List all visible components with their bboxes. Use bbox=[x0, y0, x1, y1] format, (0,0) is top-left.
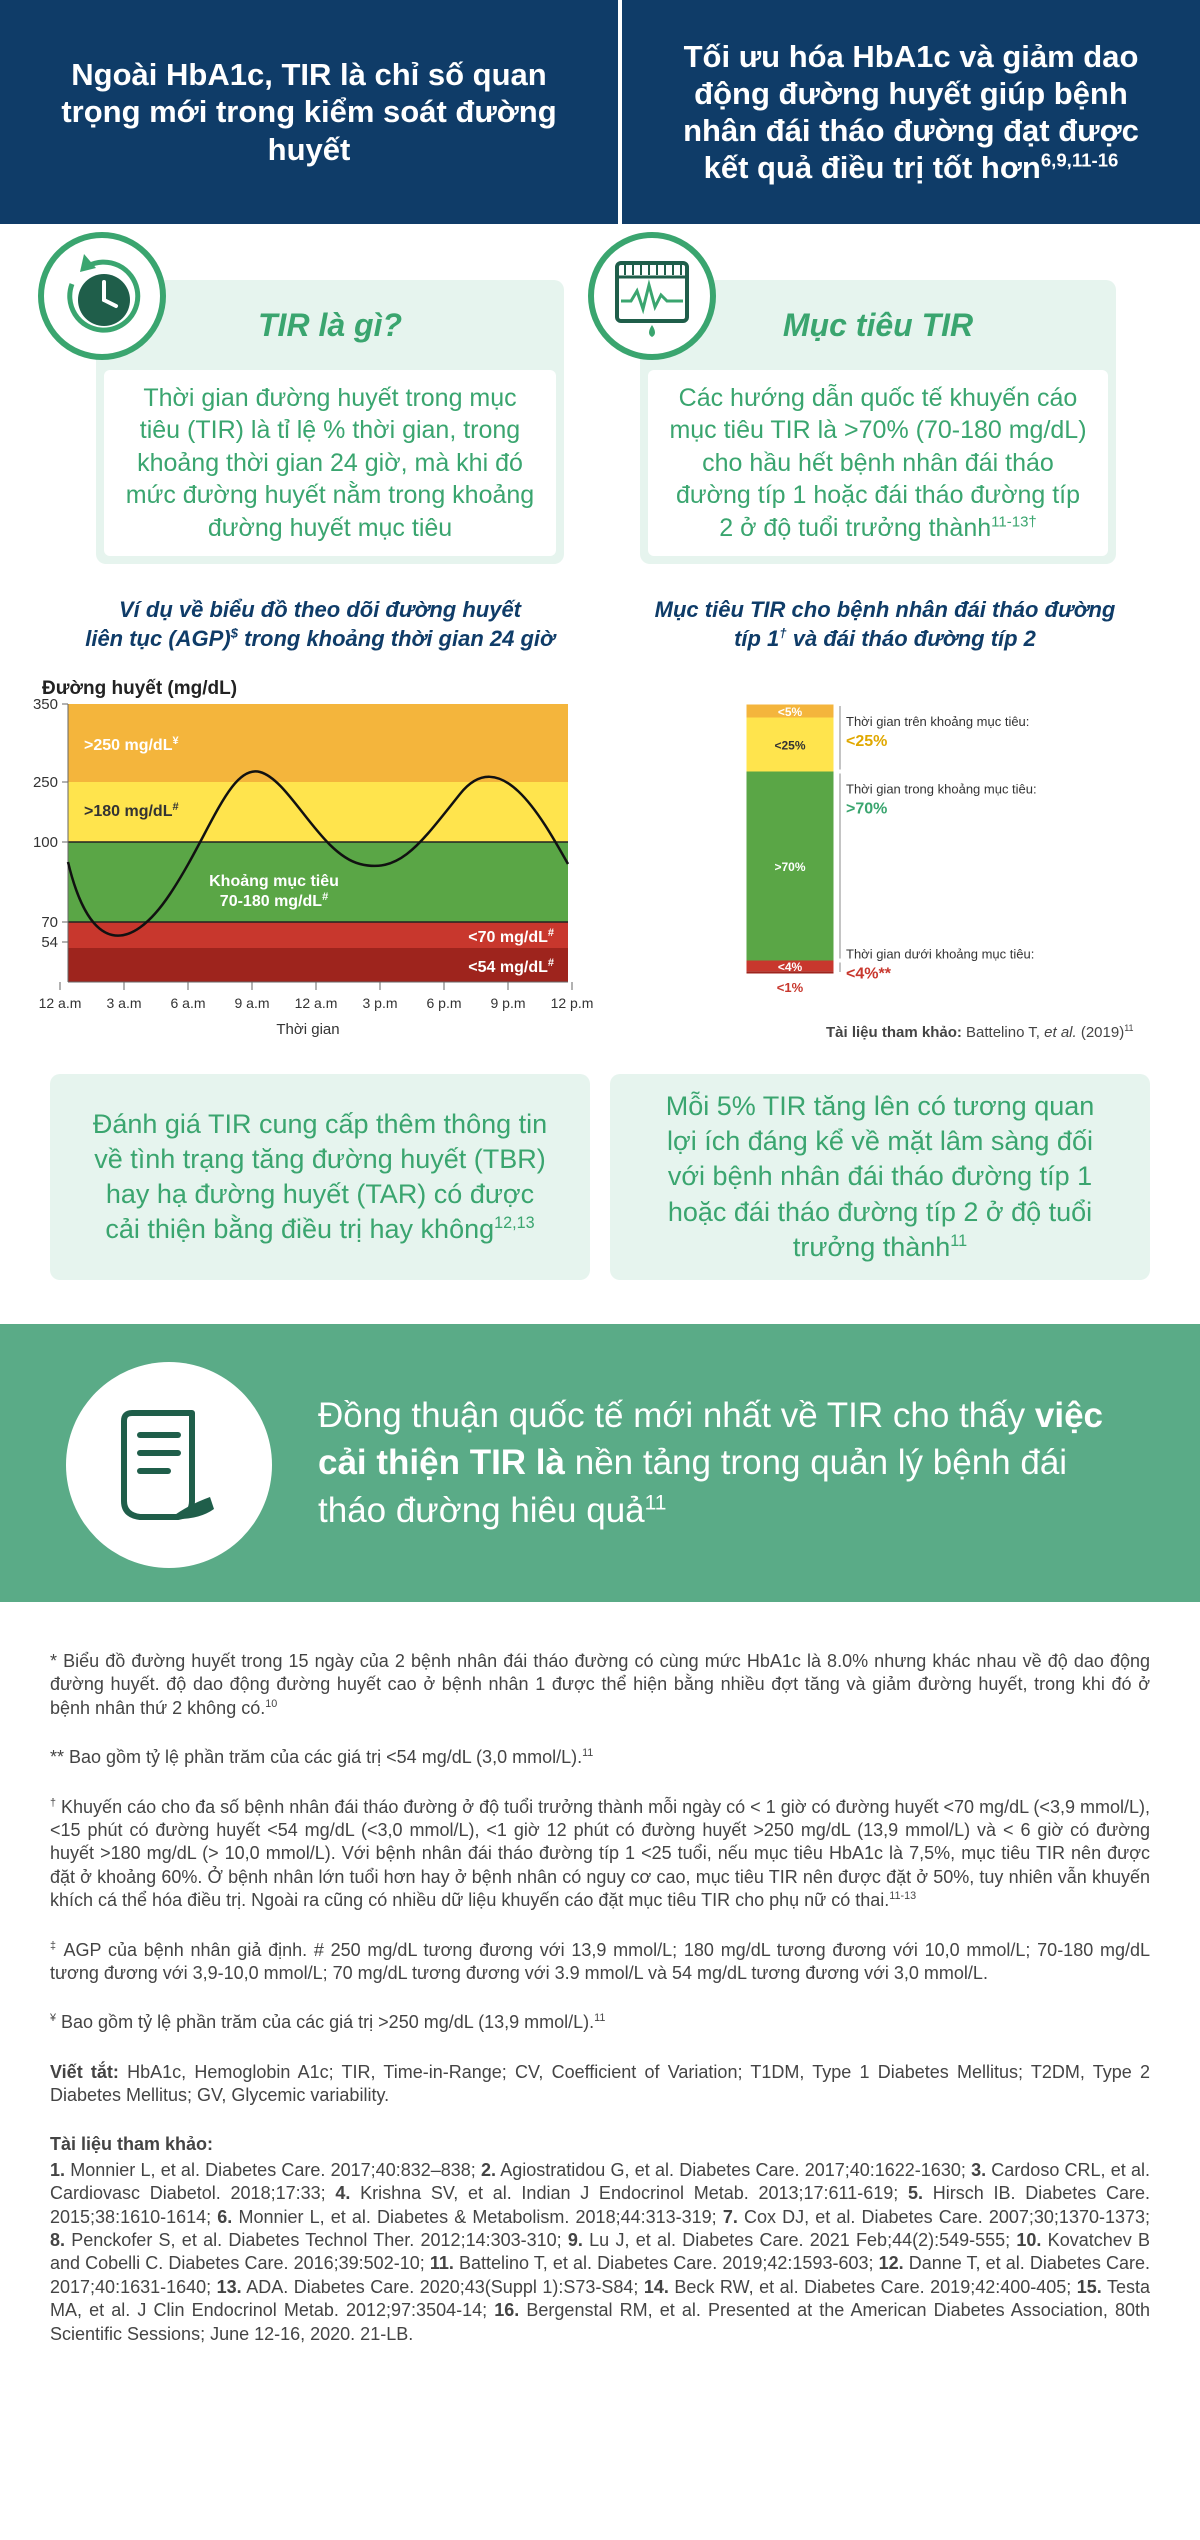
reference-text: Hirsch IB. Diabetes Care. 2015;38:1610-1614; bbox=[50, 2183, 1150, 2227]
tir-bar-segment-label: <4% bbox=[777, 959, 803, 974]
agp-band-label: 70-180 mg/dL# bbox=[219, 891, 329, 910]
reference-number: 3. bbox=[971, 2159, 987, 2180]
reference-text: Krishna SV, et al. Indian J Endocrinol Metab. 2013;17:611-619; bbox=[350, 2183, 908, 2204]
agp-x-tick-label: 12 a.m bbox=[294, 995, 338, 1011]
header bbox=[0, 0, 1200, 224]
footnote-5: ¥ Bao gồm tỷ lệ phần trăm của các giá trị >250 mg/dL (13,9 mmol/L).$^{11}$ bbox=[50, 2012, 606, 2033]
reference-number: 5. bbox=[908, 2183, 924, 2204]
card-tir-assessment: Đánh giá TIR cung cấp thêm thông tin về tình trạng tăng đường huyết (TBR) hay hạ đường huyết (TAR) có được cải thiện bằng điều trị hay không$^{12,13}$ bbox=[50, 1074, 590, 1280]
reference-text: ADA. Diabetes Care. 2020;43(Suppl 1):S73-S84; bbox=[241, 2276, 644, 2297]
agp-y-tick-label: 100 bbox=[32, 834, 58, 851]
reference-text: Penckofer S, et al. Diabetes Technol Ther. 2012;14:303-310; bbox=[65, 2230, 568, 2251]
tir-bar-segment-label: <25% bbox=[774, 738, 806, 753]
glucose-monitor-icon bbox=[588, 232, 716, 360]
reference-number: 12. bbox=[878, 2253, 904, 2274]
charts-section bbox=[0, 584, 1200, 1074]
reference-number: 2. bbox=[481, 2159, 497, 2180]
agp-x-tick-label: 3 p.m bbox=[362, 995, 398, 1011]
tir-target-bar-chart bbox=[640, 694, 1200, 1014]
reference-text: Monnier L, et al. Diabetes Care. 2017;40:832–838; bbox=[65, 2159, 482, 2180]
card-body: Thời gian đường huyết trong mục tiêu (TIR) là tỉ lệ % thời gian, trong khoảng thời gian 24 giờ, mà khi đó mức đường huyết nằm trong khoảng đường huyết mục tiêu bbox=[104, 370, 556, 556]
card-tir-benefit: Mỗi 5% TIR tăng lên có tương quan lợi ích đáng kể về mặt lâm sàng đối với bệnh nhân đái tháo đường típ 1 hoặc đái tháo đường típ 2 ở độ tuổi trưởng thành$^{11}$ bbox=[610, 1074, 1150, 1280]
reference-text: Danne T, et al. Diabetes Care. 2017;40:1631-1640; bbox=[50, 2253, 1150, 2297]
tir-annotation-text: Thời gian trên khoảng mục tiêu: bbox=[846, 714, 1030, 729]
header-right-title: Tối ưu hóa HbA1c và giảm dao động đường huyết giúp bệnh nhân đái tháo đường đạt được kết quả điều trị tốt hơn$^{6,9,11-16}$ bbox=[618, 0, 1200, 224]
reference-number: 10. bbox=[1016, 2230, 1042, 2251]
agp-y-tick-label: 70 bbox=[41, 914, 58, 931]
reference-text: Lu J, et al. Diabetes Care. 2021 Feb;44(2):549-555; bbox=[582, 2230, 1017, 2251]
card-what-is-tir bbox=[96, 280, 564, 564]
reference-text: Bergenstal RM, et al. Presented at the American Diabetes Association, 80th Scientific Sessions; June 12-16, 2020. 21-LB. bbox=[50, 2300, 1150, 2344]
consensus-text: Đồng thuận quốc tế mới nhất về TIR cho thấy việc cải thiện TIR là nền tảng trong quản lý bệnh đái tháo đường hiêu quả$^{11}$ bbox=[318, 1396, 1104, 1530]
glucose-monitor-icon-svg bbox=[607, 251, 697, 341]
reference-text: Kovatchev B and Cobelli C. Diabetes Care. 2016;39:502-10; bbox=[50, 2230, 1150, 2274]
footnote-4: ‡ AGP của bệnh nhân giả định. # 250 mg/dL tương đương với 13,9 mmol/L; 180 mg/dL tương đương với 10,0 mmol/L; 70-180 mg/dL tương đương với 3,9-10,0 mmol/L; 70 mg/dL tương đương với 3.9 mmol/L và 54 mg/dL tương đương với 3,0 mmol/L. bbox=[50, 1939, 1150, 1983]
agp-x-axis-label: Thời gian bbox=[276, 1021, 340, 1038]
agp-chart bbox=[0, 694, 600, 1074]
tir-annotation-value: >70% bbox=[846, 800, 888, 818]
reference-text: Cardoso CRL, et al. Cardiovasc Diabetol. 2018;17:33; bbox=[50, 2159, 1151, 2204]
reference-text: Battelino T, et al. Diabetes Care. 2019;42:1593-603; bbox=[453, 2253, 879, 2274]
agp-band-label: >250 mg/dL¥ bbox=[84, 735, 179, 754]
reference-number: 11. bbox=[429, 2253, 454, 2274]
agp-band-label: >180 mg/dL# bbox=[84, 801, 179, 820]
reference-text: Monnier L, et al. Diabetes & Metabolism. 2018;44:313-319; bbox=[232, 2206, 723, 2227]
reference-number: 15. bbox=[1076, 2276, 1102, 2297]
tir-annotation-text: Thời gian trong khoảng mục tiêu: bbox=[846, 781, 1037, 797]
reference-number: 14. bbox=[643, 2276, 669, 2297]
agp-band-label: Khoảng mục tiêu bbox=[209, 873, 339, 890]
reference-number: 16. bbox=[494, 2300, 520, 2321]
tir-annotation-text: Thời gian dưới khoảng mục tiêu: bbox=[846, 946, 1035, 962]
reference-text: Agiostratidou G, et al. Diabetes Care. 2017;40:1622-1630; bbox=[496, 2159, 972, 2180]
reference-number: 7. bbox=[722, 2206, 738, 2227]
clock-icon bbox=[38, 232, 166, 360]
clock-icon-svg bbox=[52, 246, 152, 346]
tir-bar-segment-label: >70% bbox=[774, 860, 806, 874]
card-tir-target bbox=[640, 280, 1116, 564]
agp-x-tick-label: 12 a.m bbox=[38, 995, 82, 1011]
footnotes bbox=[0, 1602, 1200, 2376]
reference-text: Cox DJ, et al. Diabetes Care. 2007;30;1370-1373; bbox=[737, 2206, 1151, 2227]
references-list bbox=[50, 2159, 1150, 2346]
footnote-2: ** Bao gồm tỷ lệ phần trăm của các giá trị <54 mg/dL (3,0 mmol/L).$^{11}$ bbox=[50, 1747, 594, 1768]
reference-text: Beck RW, et al. Diabetes Care. 2019;42:400-405; bbox=[668, 2276, 1077, 2297]
agp-x-tick-label: 6 a.m bbox=[170, 995, 206, 1011]
tir-annotation-value: <25% bbox=[846, 733, 888, 750]
reference-number: 4. bbox=[335, 2183, 351, 2204]
reference-number: 8. bbox=[50, 2230, 66, 2251]
agp-y-tick-label: 54 bbox=[41, 934, 58, 951]
references: Tài liệu tham khảo: 1. Monnier L, et al. Diabetes Care. 2017;40:832–838; 2. Agiostratidou G, et al. Diabetes Care. 2017;40:1622-1630; 3. Cardoso CRL, et al. Cardiovasc Diabetol. 2018;17:33; 4. Krishna SV, et al. Indian J Endocrinol Metab. 2013;17:611-619; 5. Hirsch IB. Diabetes Care. 2015;38:1610-1614; 6. Monnier L, et al. Diabetes & Metabolism. 2018;44:313-319; 7. Cox DJ, et al. Diabetes Care. 2007;30;1370-1373; 8. Penckofer S, et al. Diabetes Technol Ther. 2012;14:303-310; 9. Lu J, et al. Diabetes Care. 2021 Feb;44(2):549-555; 10. Kovatchev B and Cobelli C. Diabetes Care. 2016;39:502-10; 11. Battelino T, et al. Diabetes Care. 2019;42:1593-603; 12. Danne T, et al. Diabetes Care. 2017;40:1631-1640; 13. ADA. Diabetes Care. 2020;43(Suppl 1):S73-S84; 14. Beck RW, et al. Diabetes Care. 2019;42:400-405; 15. Testa MA, et al. J Clin Endocrinol Metab. 2012;97:3504-14; 16. Bergenstal RM, et al. Presented at the American Diabetes Association, 80th Scientific Sessions; June 12-16, 2020. 21-LB. bbox=[50, 2133, 1150, 2346]
footnote-1: * Biểu đồ đường huyết trong 15 ngày của 2 bệnh nhân đái tháo đường có cùng mức HbA1c là 8.0% nhưng khác nhau về độ dao động đường huyết. độ dao động đường huyết cao ở bệnh nhân 1 được thể hiện bằng nhiều đợt tăng và giảm đường huyết, trong khi đó ở bệnh nhân thứ 2 không có.$^{10}$ bbox=[50, 1651, 1150, 1718]
agp-x-tick-label: 9 p.m bbox=[490, 995, 526, 1011]
top-cards bbox=[0, 224, 1200, 584]
document-icon bbox=[66, 1362, 272, 1568]
tir-bar-chart-title: Mục tiêu TIR cho bệnh nhân đái tháo đường típ 1† và đái tháo đường típ 2 bbox=[654, 597, 1116, 651]
reference-number: 6. bbox=[217, 2206, 233, 2227]
header-left-title: Ngoài HbA1c, TIR là chỉ số quan trọng mới trong kiểm soát đường huyết bbox=[0, 0, 618, 224]
agp-x-tick-label: 3 a.m bbox=[106, 995, 142, 1011]
abbreviations: Viết tắt: HbA1c, Hemoglobin A1c; TIR, Time-in-Range; CV, Coefficient of Variation; T1DM, Type 1 Diabetes Mellitus; T2DM, Type 2 Diabetes Mellitus; GV, Glycemic variability. bbox=[50, 2061, 1150, 2106]
agp-x-tick-label: 9 a.m bbox=[234, 995, 270, 1011]
reference-number: 13. bbox=[216, 2276, 242, 2297]
card-title: Mục tiêu TIR bbox=[782, 306, 974, 343]
footnote-3: † Khuyến cáo cho đa số bệnh nhân đái tháo đường ở độ tuổi trưởng thành mỗi ngày có < 1 giờ có đường huyết <70 mg/dL (<3,9 mmol/L), <15 phút có đường huyết <54 mg/dL (<3,0 mmol/L), <1 giờ 12 phút có đường huyết >250 mg/dL (13,9 mmol/L) và < 6 giờ có đường huyết >180 mg/dL (> 10,0 mmol/L). Với bệnh nhân đái tháo đường típ 1 <25 tuổi, nếu mục tiêu HbA1c là 7,5%, mục tiêu TIR nên được đặt ở khoảng 60%. Ở bệnh nhân lớn tuổi hơn hay ở bệnh nhân có nguy cơ cao, mục tiêu TIR nên được đặt ở 50%, tuy nhiên vẫn khuyến khích cá thể hóa điều trị. Ngoài ra cũng có nhiều dữ liệu khuyến cáo đặt mục tiêu TIR cho phụ nữ có thai.$^{11-13}$ bbox=[50, 1796, 1150, 1911]
tir-bar-segment-label: <5% bbox=[777, 704, 803, 719]
bottom-cards bbox=[0, 1074, 1200, 1324]
card-body: Các hướng dẫn quốc tế khuyến cáo mục tiêu TIR là >70% (70-180 mg/dL) cho hầu hết bệnh nhân đái tháo đường típ 1 hoặc đái tháo đường típ 2 ở độ tuổi trưởng thành$^{11-13\dagger}$ bbox=[648, 370, 1108, 556]
agp-band-label: <54 mg/dL# bbox=[468, 957, 554, 976]
reference-number: 1. bbox=[50, 2159, 66, 2180]
tir-bar-reference: Tài liệu tham khảo: Battelino T, et al. $(2019)^{11}$ bbox=[826, 1023, 1134, 1041]
document-icon-svg bbox=[114, 1405, 224, 1525]
agp-y-tick-label: 350 bbox=[32, 696, 58, 713]
tir-bar-segment-label: <1% bbox=[776, 980, 804, 995]
agp-y-tick-label: 250 bbox=[32, 774, 58, 791]
agp-x-tick-label: 6 p.m bbox=[426, 995, 462, 1011]
agp-chart-title: Ví dụ về biểu đồ theo dõi đường huyết liên tục (AGP)$ trong khoảng thời gian 24 giờ bbox=[85, 597, 555, 651]
agp-y-axis-label: Đường huyết (mg/dL) bbox=[42, 678, 238, 699]
reference-number: 9. bbox=[567, 2230, 583, 2251]
tir-annotation-value: <4%** bbox=[846, 965, 891, 983]
card-title: TIR là gì? bbox=[258, 306, 402, 343]
reference-text: Testa MA, et al. J Clin Endocrinol Metab. 2012;97:3504-14; bbox=[50, 2276, 1151, 2321]
consensus-banner bbox=[0, 1324, 1200, 1602]
agp-x-tick-label: 12 p.m bbox=[550, 995, 594, 1011]
agp-band-label: <70 mg/dL# bbox=[468, 927, 554, 946]
